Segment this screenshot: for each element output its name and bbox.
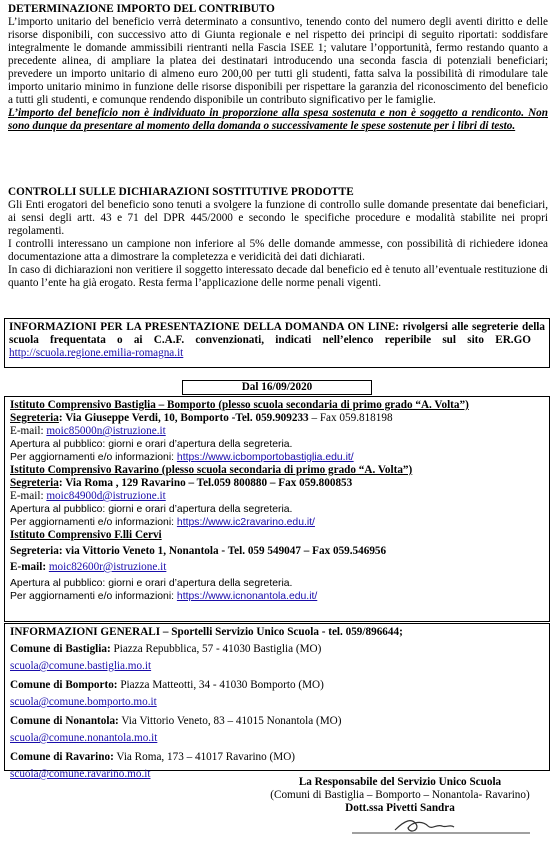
school-hours: Apertura al pubblico: giorni e orari d’apertura della segreteria. — [10, 504, 293, 515]
ergo-link[interactable]: http://scuola.regione.emilia-romagna.it — [9, 347, 184, 359]
date-label: Dal 16/09/2020 — [241, 381, 313, 393]
school-email-link[interactable]: moic84900d@istruzione.it — [46, 490, 166, 502]
segreteria-label: Segreteria — [10, 477, 59, 489]
email-label: E-mail: — [10, 425, 47, 437]
signature-block — [250, 776, 550, 815]
info-online-box — [4, 318, 550, 368]
info-label: Per aggiornamenti e/o informazioni: — [10, 452, 177, 463]
comune-address: Via Roma, 173 – 41017 Ravarino (MO) — [113, 751, 296, 763]
determinazione-title: DETERMINAZIONE IMPORTO DEL CONTRIBUTO — [8, 3, 275, 15]
handwritten-signature — [350, 812, 550, 838]
comune-email-link[interactable]: scuola@comune.bomporto.mo.it — [10, 696, 157, 708]
email-label: E-mail: — [10, 561, 49, 573]
school-block — [10, 399, 544, 464]
info-label: Per aggiornamenti e/o informazioni: — [10, 591, 177, 602]
school-name: Istituto Comprensivo Bastiglia – Bomporto (plesso scuola secondaria di primo grado “A. Volta”) — [10, 399, 469, 411]
comune-email-link[interactable]: scuola@comune.nonantola.mo.it — [10, 732, 158, 744]
comune-address: Via Vittorio Veneto, 83 – 41015 Nonantola (MO) — [118, 715, 342, 727]
school-email-link[interactable]: moic82600r@istruzione.it — [48, 561, 167, 573]
signature-name: Dott.ssa Pivetti Sandra — [345, 802, 455, 814]
controlli-p3: In caso di dichiarazioni non veritiere il soggetto interessato decade dal beneficio ed è tenuto all’eventuale restituzione di quanto l’ente ha già erogato. Resta ferma l’applicazione delle norme penali vigenti. — [8, 264, 548, 289]
comune-email-link[interactable]: scuola@comune.ravarino.mo.it — [10, 768, 151, 780]
school-website-link[interactable]: https://www.icnonantola.edu.it/ — [176, 591, 318, 602]
comune-name: Comune di Bomporto: — [10, 679, 118, 691]
segreteria-label: Segreteria — [10, 412, 59, 424]
segreteria-address: : Via Roma , 129 Ravarino – Tel.059 800880 – Fax 059.800853 — [58, 477, 353, 489]
school-name: Istituto Comprensivo Ravarino (plesso scuola secondaria di primo grado “A. Volta”) — [10, 464, 413, 476]
determinazione-body: L’importo unitario del beneficio verrà determinato a consuntivo, tenendo conto del numero degli aventi diritto e delle risorse disponibili, con successivo atto di Giunta regionale e nel rispetto dei principi di seguito riportati: soddisfare integralmente le domande ammissibili rientranti nella Fascia ISEE 1; valutare l’opportunità, fermo restando quanto a precedente alinea, di ampliare la platea dei destinatari introducendo una seconda fascia di potenziali beneficiari; prevedere un importo unitario di almeno euro 200,00 per tutti gli studenti, fatta salva la possibilità di rimodulare tale importo unitario minimo in funzione delle risorse disponibili per rispettare la garanzia del riconoscimento del beneficio a tutti gli studenti, e comunque rendendo disponibile un contributo significativo per le famiglie. — [8, 16, 548, 106]
generali-title: INFORMAZIONI GENERALI – Sportelli Servizio Unico Scuola - tel. 059/896644; — [10, 626, 403, 638]
comune-address: Piazza Matteotti, 34 - 41030 Bomporto (MO) — [117, 679, 324, 691]
school-name: Istituto Comprensivo F.lli Cervi — [10, 529, 162, 541]
comune-address: Piazza Repubblica, 57 - 41030 Bastiglia (MO) — [110, 643, 322, 655]
school-email-link[interactable]: moic85000n@istruzione.it — [46, 425, 166, 437]
comune-email-link[interactable]: scuola@comune.bastiglia.mo.it — [10, 660, 152, 672]
controlli-p1: Gli Enti erogatori del beneficio sono tenuti a svolgere la funzione di controllo sulle domande presentate dai beneficiari, ai sensi degli artt. 43 e 71 del DPR 445/2000 e secondo le specifiche procedure e modalità stabilite nei propri regolamenti. — [8, 199, 548, 237]
email-label: E-mail: — [10, 490, 47, 502]
segreteria-address: : Via Giuseppe Verdi, 10, Bomporto -Tel. 059.909233 — [58, 412, 309, 424]
segreteria-address: : via Vittorio Veneto 1, Nonantola - Tel. 059 549047 – Fax 059.546956 — [58, 545, 387, 557]
signature-entities: (Comuni di Bastiglia – Bomporto – Nonantola- Ravarino) — [270, 789, 530, 801]
controlli-section — [8, 186, 548, 290]
school-website-link[interactable]: https://www.ic2ravarino.edu.it/ — [176, 517, 315, 528]
segreteria-label: Segreteria — [10, 545, 59, 557]
comune-name: Comune di Bastiglia: — [10, 643, 111, 655]
comune-item — [10, 679, 544, 709]
school-hours: Apertura al pubblico: giorni e orari d’apertura della segreteria. — [10, 439, 293, 450]
controlli-title: CONTROLLI SULLE DICHIARAZIONI SOSTITUTIVE PRODOTTE — [8, 186, 354, 198]
segreteria-fax: – Fax 059.818198 — [308, 412, 393, 424]
schools-box — [4, 396, 550, 622]
school-hours: Apertura al pubblico: giorni e orari d’apertura della segreteria. — [10, 578, 293, 589]
school-block — [10, 529, 544, 603]
info-online-lead: INFORMAZIONI PER LA PRESENTAZIONE DELLA DOMANDA ON LINE — [9, 321, 396, 333]
school-website-link[interactable]: https://www.icbomportobastiglia.edu.it/ — [176, 452, 354, 463]
determinazione-note: L’importo del beneficio non è individuato in proporzione alla spesa sostenuta e non è soggetto a rendiconto. Non sono dunque da presentare al momento della domanda o successivamente le spese sostenute per i libri di testo. — [8, 107, 548, 132]
comune-name: Comune di Nonantola: — [10, 715, 119, 727]
controlli-p2: I controlli interessano un campione non inferiore al 5% delle domande ammesse, con possibilità di richiedere idonea documentazione atta a dimostrare la completezza e veridicità dei dati dichiarati. — [8, 238, 548, 263]
date-box — [182, 380, 372, 395]
info-label: Per aggiornamenti e/o informazioni: — [10, 517, 177, 528]
generali-box — [4, 623, 550, 780]
info-online-text: : rivolgersi alle segreterie della scuola frequentata o ai C.A.F. convenzionati, indicati nell’elenco reperibile sul sito ER.GO — [9, 321, 546, 346]
determinazione-section — [8, 3, 548, 133]
comune-item — [10, 643, 544, 673]
comune-name: Comune di Ravarino: — [10, 751, 114, 763]
school-block — [10, 464, 544, 529]
signature-title: La Responsabile del Servizio Unico Scuola — [298, 776, 502, 788]
comune-item — [10, 715, 544, 745]
